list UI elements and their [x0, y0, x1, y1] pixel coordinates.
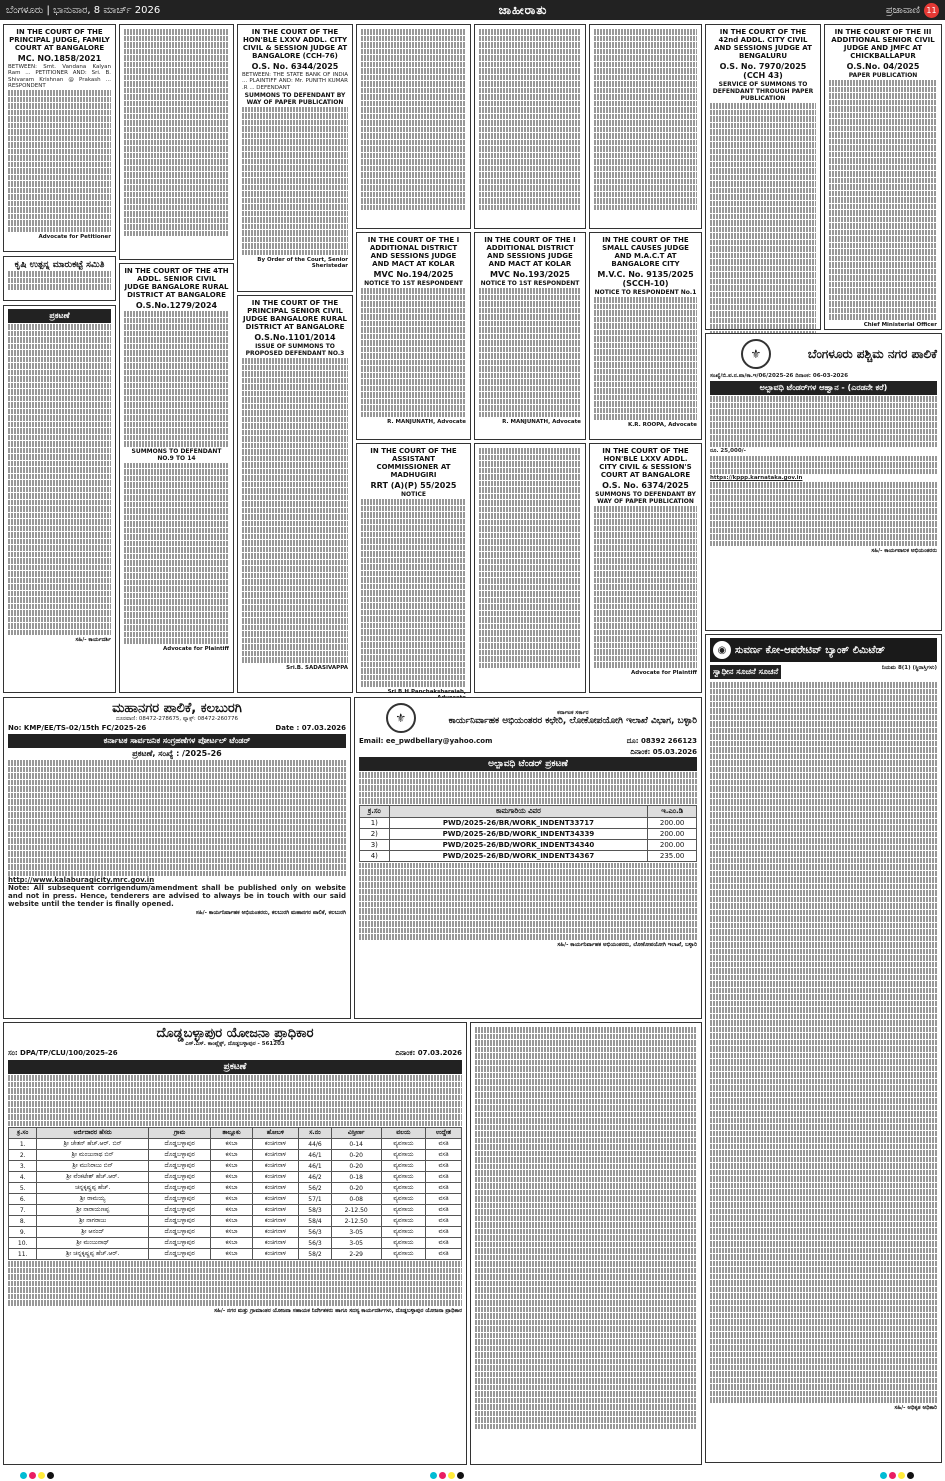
table-row: 6. ಶ್ರೀ ರಾಮಯ್ಯ ದೊಡ್ಡಬಳ್ಳಾಪುರ ಕಸಬಾ ಕಂಚಿಗನಾಳ 57/1 0-08 ವ್ಯವಸಾಯ ವಸತಿ: [9, 1194, 462, 1205]
page-number-badge: 11: [924, 3, 939, 18]
karnataka-emblem-icon: ⚜: [386, 703, 416, 733]
sbi-os6344-notice: IN THE COURT OF THE HON'BLE LXXV ADDL. CITY CIVIL & SESSION JUDGE AT BANGALORE (CCH-76) O.S. No. 6344/2025 BETWEEN: THE STATE BANK OF INDIA ... PLAINTIFF AND: Mr. PUNITH KUMAR .R ... DEFENDANT SUMMONS TO DEFENDANT BY WAY OF PAPER PUBLICATION By Order of the Court, Senior Sheristedar: [237, 24, 353, 292]
table-row: 4) PWD/2025-26/BD/WORK_INDENT34367 235.00: [360, 850, 697, 861]
madhugiri-ac-notice: IN THE COURT OF THE ASSISTANT COMMISSIONER AT MADHUGIRI RRT (A)(P) 55/2025 NOTICE Sri B.H.Panchaksharaiah,: [356, 443, 471, 693]
principal-senior-civil-notice: IN THE COURT OF THE PRINCIPAL SENIOR CIVIL JUDGE BANGALORE RURAL DISTRICT AT BANGALORE O.S.No.1101/2014 ISSUE OF SUMMONS TO PROPOSED DEFENDANT NO.3 Sri.B. SADASIVAPPA: [237, 295, 353, 693]
header-masthead: ಪ್ರಜಾವಾಣಿ 11: [886, 3, 939, 18]
header-date: ಬೆಂಗಳೂರು | ಭಾನುವಾರ, 8 ಮಾರ್ಚ್ 2026: [6, 4, 161, 16]
sbi-os6374-notice: IN THE COURT OF THE HON'BLE LXXV ADDL. CITY CIVIL & SESSION'S COURT AT BANGALORE O.S. No. 6374/2025 SUMMONS TO DEFENDANT BY WAY OF PAPER PUBLICATION Advocate for Plaintiff: [589, 443, 702, 693]
pwd-ballari-tender-notice: ⚜ ಕರ್ನಾಟಕ ಸರ್ಕಾರ ಕಾರ್ಯನಿರ್ವಾಹಕ ಅಭಿಯಂತರರ ಕಛೇರಿ, ಲೋಕೋಪಯೋಗಿ ಇಲಾಖೆ ವಿಭಾಗ, ಬಳ್ಳಾರಿ Email: ee_pwdbellary@yahoo.com ದೂ: 08392 266123 ದಿನಾಂಕ: 05.03.2026 ಅಲ್ಪಾವಧಿ ಟೆಂಡರ್ ಪ್ರಕಟಣೆ ಕ್ರ.ಸಂ ಕಾಮಗಾರಿಯ ವಿವರ ಇ.ಎಂ.ಡಿ 1) PWD/2025-26/BR/WORK_INDENT33717 200.00 2) PWD/2025-26/BD/WORK_INDENT34339 200.00 3) PWD/2025-26/BD/WORK_INDENT34340 200.00 4) PWD/2025-26/BD/WORK_INDENT34367 235.00 ಸಹಿ/- ಕಾರ್ಯನಿರ್ವಾಹಕ ಅಭಿಯಂತರರು, ಲೋಕೋಪಯೋಗಿ ಇಲಾಖೆ, ಬಳ್ಳಾರಿ: [354, 697, 702, 1019]
government-emblem-icon: ⚜: [741, 339, 771, 369]
kalaburagi-tender-notice: ಮಹಾನಗರ ಪಾಲಿಕೆ, ಕಲಬುರಗಿ ದೂರವಾಣಿ: 08472-278675, ಫ್ಯಾಕ್ಸ್: 08472-260776 No: KMP/EE/TS-02/15th FC/2025-26 Date : 07.03.2026 ಕರ್ನಾಟಕ ಸಾರ್ವಜನಿಕ ಸಂಗ್ರಹಣೆಗಳ ಪೋರ್ಟಲ್ ಟೆಂಡರ್ ಪ್ರಕಟಣೆ, ಸಂಖ್ಯೆ : /2025-26 http://www.kalaburagicity.mrc.gov.in Note: All subsequent corrigendum/amendment shall be published only on website and not in press. Hence, tenderers are advised to always be in touch with our said website until the tender is finally opened. ಸಹಿ/- ಕಾರ್ಯನಿರ್ವಾಹಕ ಅಭಿಯಂತರರು, ಕಲಬುರಗಿ ಮಹಾನಗರ ಪಾಲಿಕೆ, ಕಲಬುರಗಿ: [3, 697, 351, 1019]
registration-marks-center: [430, 1472, 464, 1479]
kannada-court-notice: [119, 24, 234, 260]
suvarna-bank-possession-notice: ◉ ಸುವರ್ಣ ಕೋ-ಆಪರೇಟಿವ್ ಬ್ಯಾಂಕ್ ಲಿಮಿಟೆಡ್ ಸ್ವಾಧೀನ ಸೂಚನೆ ಸೂಚನೆ ನಿಯಮ 8(1) (ಸ್ಥಿರಾಸ್ತಿಗಳು) ಸಹಿ/- ಅಧಿಕೃತ ಅಧಿಕಾರಿ: [705, 634, 942, 1463]
table-row: 1. ಶ್ರೀ ಚೇತನ್ ಹೆಚ್.ಆರ್. ಬಿನ್ ದೊಡ್ಡಬಳ್ಳಾಪುರ ಕಸಬಾ ಕಂಚಿಗನಾಳ 44/6 0-14 ವ್ಯವಸಾಯ ವಸತಿ: [9, 1139, 462, 1150]
table-row: 3) PWD/2025-26/BD/WORK_INDENT34340 200.00: [360, 839, 697, 850]
page-header: [0, 0, 945, 20]
table-row: 2. ಶ್ರೀ ಮಂಜುನಾಥ ಬಿನ್ ದೊಡ್ಡಬಳ್ಳಾಪುರ ಕಸಬಾ ಕಂಚಿಗನಾಳ 46/1 0-20 ವ್ಯವಸಾಯ ವಸತಿ: [9, 1150, 462, 1161]
kannada-notice-a: [356, 24, 471, 229]
kannada-notice-c: [589, 24, 702, 229]
pwd-tender-table: ಕ್ರ.ಸಂ ಕಾಮಗಾರಿಯ ವಿವರ ಇ.ಎಂ.ಡಿ 1) PWD/2025-26/BR/WORK_INDENT33717 200.00 2) PWD/2025-26/BD/WORK_INDENT34339 200.00 3) PWD/2025-26/BD/WORK_INDENT34340 200.00 4) PWD/2025-26/BD/WORK_INDENT34367 235.00: [359, 805, 697, 862]
bbmp-tender-notice: ⚜ ಬೆಂಗಳೂರು ಪಶ್ಚಿಮ ನಗರ ಪಾಲಿಕೆ ಸಂಖ್ಯೆ/ಬಿ.ಪ.ನ.ಪಾ/ಕಾ.ಇ/06/2025-26 ದಿನಾಂಕ: 06-03-2026 ಅಲ್ಪಾವಧಿ ಟೆಂಡರ್‌ಗಳ ಆಹ್ವಾನ - (ಎರಡನೇ ಕರೆ) ರೂ. 25,000/- https://kppp.karnataka.gov.in ಸಹಿ/- ಕಾರ್ಯಪಾಲಕ ಅಭಿಯಂತರರು: [705, 333, 942, 631]
table-row: 7. ಶ್ರೀ ನಾರಾಯಣಪ್ಪ ದೊಡ್ಡಬಳ್ಳಾಪುರ ಕಸಬಾ ಕಂಚಿಗನಾಳ 58/3 2-12.50 ವ್ಯವಸಾಯ ವಸತಿ: [9, 1205, 462, 1216]
family-court-notice: IN THE COURT OF THE PRINCIPAL JUDGE, FAMILY COURT AT BANGALORE MC. NO.1858/2021 BETWEEN: Smt. Vandana Kalyan Ram ... PETITIONER AND: Sri. B. Shivaram Krishnan @ Prakash ... RESPONDENT Advocate for Petitioner: [3, 24, 116, 252]
table-row: 4. ಶ್ರೀ ವೆಂಕಟೇಶ್ ಹೆಚ್.ಆರ್. ದೊಡ್ಡಬಳ್ಳಾಪುರ ಕಸಬಾ ಕಂಚಿಗನಾಳ 46/2 0-18 ವ್ಯವಸಾಯ ವಸತಿ: [9, 1172, 462, 1183]
kannada-notice-d: [474, 443, 586, 693]
table-row: 3. ಶ್ರೀ ಮುನಿರಾಜು ಬಿನ್ ದೊಡ್ಡಬಳ್ಳಾಪುರ ಕಸಬಾ ಕಂಚಿಗನಾಳ 46/1 0-20 ವ್ಯವಸಾಯ ವಸತಿ: [9, 1161, 462, 1172]
kannada-dense-notice: [470, 1022, 702, 1465]
bank-logo-icon: ◉: [713, 641, 731, 659]
land-use-table: ಕ್ರ.ಸಂ ಅರ್ಜಿದಾರರ ಹೆಸರು ಗ್ರಾಮ ತಾಲ್ಲೂಕು ಹೋಬಳಿ ಸ.ನಂ ವಿಸ್ತೀರ್ಣ ವಲಯ ಉದ್ದೇಶ 1. ಶ್ರೀ ಚೇತನ್ ಹೆಚ್.ಆರ್. ಬಿನ್ ದೊಡ್ಡಬಳ್ಳಾಪುರ ಕಸಬಾ ಕಂಚಿಗನಾಳ 44/6 0-14 ವ್ಯವಸಾಯ ವಸತಿ 2. ಶ್ರೀ ಮಂಜುನಾಥ ಬಿನ್ ದೊಡ್ಡಬಳ್ಳಾಪುರ ಕಸಬಾ ಕಂಚಿಗನಾಳ 46/1 0-20 ವ್ಯವಸಾಯ ವಸತಿ 3. ಶ್ರೀ ಮುನಿರಾಜು ಬಿನ್ ದೊಡ್ಡಬಳ್ಳಾಪುರ ಕಸಬಾ ಕಂಚಿಗನಾಳ 46/1 0-20 ವ್ಯವಸಾಯ ವಸತಿ 4. ಶ್ರೀ ವೆಂಕಟೇಶ್ ಹೆಚ್.ಆರ್. ದೊಡ್ಡಬಳ್ಳಾಪುರ ಕಸಬಾ ಕಂಚಿಗನಾಳ 46/2 0-18 ವ್ಯವಸಾಯ ವಸತಿ 5. ಚನ್ನಕೃಷ್ಣಪ್ಪ ಹೆಚ್. ದೊಡ್ಡಬಳ್ಳಾಪುರ ಕಸಬಾ ಕಂಚಿಗನಾಳ 56/2 0-20 ವ್ಯವಸಾಯ ವಸತಿ 6. ಶ್ರೀ ರಾಮಯ್ಯ ದೊಡ್ಡಬಳ್ಳಾಪುರ ಕಸಬಾ ಕಂಚಿಗನಾಳ 57/1 0-08 ವ್ಯವಸಾಯ ವಸತಿ 7. ಶ್ರೀ ನಾರಾಯಣಪ್ಪ ದೊಡ್ಡಬಳ್ಳಾಪುರ ಕಸಬಾ ಕಂಚಿಗನಾಳ 58/3 2-12.50 ವ್ಯವಸಾಯ ವಸತಿ 8. ಶ್ರೀ ನಾಗರಾಜು ದೊಡ್ಡಬಳ್ಳಾಪುರ ಕಸಬಾ ಕಂಚಿಗನಾಳ 58/4 2-12.50 ವ್ಯವಸಾಯ ವಸತಿ 9. ಶ್ರೀ ಆನಂದ್ ದೊಡ್ಡಬಳ್ಳಾಪುರ ಕಸಬಾ ಕಂಚಿಗನಾಳ 56/3 3-05 ವ್ಯವಸಾಯ ವಸತಿ 10. ಶ್ರೀ ಮಂಜುನಾಥ್ ದೊಡ್ಡಬಳ್ಳಾಪುರ ಕಸಬಾ ಕಂಚಿಗನಾಳ 56/3 3-05 ವ್ಯವಸಾಯ ವಸತಿ 11. ಶ್ರೀ ಚನ್ನಕೃಷ್ಣಪ್ಪ ಹೆಚ್.ಆರ್. ದೊಡ್ಡಬಳ್ಳಾಪುರ ಕಸಬಾ ಕಂಚಿಗನಾಳ 58/2 2-29 ವ್ಯವಸಾಯ ವಸತಿ: [8, 1127, 462, 1260]
case-number: MC. NO.1858/2021: [17, 54, 102, 63]
civil-court-os7970: IN THE COURT OF THE 42nd ADDL. CITY CIVIL AND SESSIONS JUDGE AT BENGALURU O.S. No. 7970/2025 (CCH 43) SERVICE OF SUMMONS TO DEFENDANT THROUGH PAPER PUBLICATION: [705, 24, 821, 330]
table-row: 5. ಚನ್ನಕೃಷ್ಣಪ್ಪ ಹೆಚ್. ದೊಡ್ಡಬಳ್ಳಾಪುರ ಕಸಬಾ ಕಂಚಿಗನಾಳ 56/2 0-20 ವ್ಯವಸಾಯ ವಸತಿ: [9, 1183, 462, 1194]
table-row: 8. ಶ್ರೀ ನಾಗರಾಜು ದೊಡ್ಡಬಳ್ಳಾಪುರ ಕಸಬಾ ಕಂಚಿಗನಾಳ 58/4 2-12.50 ವ್ಯವಸಾಯ ವಸತಿ: [9, 1216, 462, 1227]
mact-kolar-193: IN THE COURT OF THE I ADDITIONAL DISTRICT AND SESSIONS JUDGE AND MACT AT KOLAR MVC No.193/2025 NOTICE TO 1ST RESPONDENT R. MANJUNATH, Advocate: [474, 232, 586, 440]
notice-date: Date : 07.03.2026: [275, 724, 346, 733]
kalaburagi-website-link[interactable]: http://www.kalaburagicity.mrc.gov.in: [8, 876, 155, 885]
table-row: 1) PWD/2025-26/BR/WORK_INDENT33717 200.00: [360, 817, 697, 828]
chickballapur-court-notice: IN THE COURT OF THE III ADDITIONAL SENIOR CIVIL JUDGE AND JMFC AT CHICKBALLAPUR O.S.No. 04/2025 PAPER PUBLICATION Chief Ministerial Officer: [824, 24, 942, 330]
rural-court-notice-1279: IN THE COURT OF THE 4TH ADDL. SENIOR CIVIL JUDGE BANGALORE RURAL DISTRICT AT BANGALORE O.S.No.1279/2024 SUMMONS TO DEFENDANT NO.9 TO 14 Advocate for Plaintiff: [119, 263, 234, 693]
apmc-notice: ಕೃಷಿ ಉತ್ಪನ್ನ ಮಾರುಕಟ್ಟೆ ಸಮಿತಿ: [3, 256, 116, 301]
table-row: 10. ಶ್ರೀ ಮಂಜುನಾಥ್ ದೊಡ್ಡಬಳ್ಳಾಪುರ ಕಸಬಾ ಕಂಚಿಗನಾಳ 56/3 3-05 ವ್ಯವಸಾಯ ವಸತಿ: [9, 1238, 462, 1249]
doddaballapur-planning-notice: ದೊಡ್ಡಬಳ್ಳಾಪುರ ಯೋಜನಾ ಪ್ರಾಧಿಕಾರ ಎಸ್.ಎಸ್. ಕಾಂಪ್ಲೆಕ್ಸ್, ದೊಡ್ಡಬಳ್ಳಾಪುರ - 561203 ಸಂ: DPA/TP/CLU/100/2025-26 ದಿನಾಂಕ: 07.03.2026 ಪ್ರಕಟಣೆ ಕ್ರ.ಸಂ ಅರ್ಜಿದಾರರ ಹೆಸರು ಗ್ರಾಮ ತಾಲ್ಲೂಕು ಹೋಬಳಿ ಸ.ನಂ ವಿಸ್ತೀರ್ಣ ವಲಯ ಉದ್ದೇಶ 1. ಶ್ರೀ ಚೇತನ್ ಹೆಚ್.ಆರ್. ಬಿನ್ ದೊಡ್ಡಬಳ್ಳಾಪುರ ಕಸಬಾ ಕಂಚಿಗನಾಳ 44/6 0-14 ವ್ಯವಸಾಯ ವಸತಿ 2. ಶ್ರೀ ಮಂಜುನಾಥ ಬಿನ್ ದೊಡ್ಡಬಳ್ಳಾಪುರ ಕಸಬಾ ಕಂಚಿಗನಾಳ 46/1 0-20 ವ್ಯವಸಾಯ ವಸತಿ 3. ಶ್ರೀ ಮುನಿರಾಜು ಬಿನ್ ದೊಡ್ಡಬಳ್ಳಾಪುರ ಕಸಬಾ ಕಂಚಿಗನಾಳ 46/1 0-20 ವ್ಯವಸಾಯ ವಸತಿ 4. ಶ್ರೀ ವೆಂಕಟೇಶ್ ಹೆಚ್.ಆರ್. ದೊಡ್ಡಬಳ್ಳಾಪುರ ಕಸಬಾ ಕಂಚಿಗನಾಳ 46/2 0-18 ವ್ಯವಸಾಯ ವಸತಿ 5. ಚನ್ನಕೃಷ್ಣಪ್ಪ ಹೆಚ್. ದೊಡ್ಡಬಳ್ಳಾಪುರ ಕಸಬಾ ಕಂಚಿಗನಾಳ 56/2 0-20 ವ್ಯವಸಾಯ ವಸತಿ 6. ಶ್ರೀ ರಾಮಯ್ಯ ದೊಡ್ಡಬಳ್ಳಾಪುರ ಕಸಬಾ ಕಂಚಿಗನಾಳ 57/1 0-08 ವ್ಯವಸಾಯ ವಸತಿ 7. ಶ್ರೀ ನಾರಾಯಣಪ್ಪ ದೊಡ್ಡಬಳ್ಳಾಪುರ ಕಸಬಾ ಕಂಚಿಗನಾಳ 58/3 2-12.50 ವ್ಯವಸಾಯ ವಸತಿ 8. ಶ್ರೀ ನಾಗರಾಜು ದೊಡ್ಡಬಳ್ಳಾಪುರ ಕಸಬಾ ಕಂಚಿಗನಾಳ 58/4 2-12.50 ವ್ಯವಸಾಯ ವಸತಿ 9. ಶ್ರೀ ಆನಂದ್ ದೊಡ್ಡಬಳ್ಳಾಪುರ ಕಸಬಾ ಕಂಚಿಗನಾಳ 56/3 3-05 ವ್ಯವಸಾಯ ವಸತಿ 10. ಶ್ರೀ ಮಂಜುನಾಥ್ ದೊಡ್ಡಬಳ್ಳಾಪುರ ಕಸಬಾ ಕಂಚಿಗನಾಳ 56/3 3-05 ವ್ಯವಸಾಯ ವಸತಿ 11. ಶ್ರೀ ಚನ್ನಕೃಷ್ಣಪ್ಪ ಹೆಚ್.ಆರ್. ದೊಡ್ಡಬಳ್ಳಾಪುರ ಕಸಬಾ ಕಂಚಿಗನಾಳ 58/2 2-29 ವ್ಯವಸಾಯ ವಸತಿ ಸಹಿ/- ನಗರ ಮತ್ತು ಗ್ರಾಮಾಂತರ ಯೋಜನಾ ಸಹಾಯಕ ನಿರ್ದೇಶಕರು ಹಾಗೂ ಸದಸ್ಯ ಕಾರ್ಯದರ್ಶಿಗಳು, ದೊಡ್ಡಬಳ್ಳಾಪುರ ಯೋಜನಾ ಪ್ರಾಧಿಕಾರ: [3, 1022, 467, 1465]
registration-marks-left: [20, 1472, 54, 1479]
kppp-link[interactable]: https://kppp.karnataka.gov.in: [710, 475, 803, 482]
mact-kolar-194: IN THE COURT OF THE I ADDITIONAL DISTRICT AND SESSIONS JUDGE AND MACT AT KOLAR MVC No.194/2025 NOTICE TO 1ST RESPONDENT R. MANJUNATH, Advocate: [356, 232, 471, 440]
kannada-prakatane-notice: ಪ್ರಕಟಣೆ ಸಹಿ/- ಕಾರ್ಯದರ್ಶಿ: [3, 305, 116, 693]
table-row: 11. ಶ್ರೀ ಚನ್ನಕೃಷ್ಣಪ್ಪ ಹೆಚ್.ಆರ್. ದೊಡ್ಡಬಳ್ಳಾಪುರ ಕಸಬಾ ಕಂಚಿಗನಾಳ 58/2 2-29 ವ್ಯವಸಾಯ ವಸತಿ: [9, 1249, 462, 1260]
header-section: ಜಾಹೀರಾತು: [498, 2, 548, 17]
table-row: 9. ಶ್ರೀ ಆನಂದ್ ದೊಡ್ಡಬಳ್ಳಾಪುರ ಕಸಬಾ ಕಂಚಿಗನಾಳ 56/3 3-05 ವ್ಯವಸಾಯ ವಸತಿ: [9, 1227, 462, 1238]
small-causes-mvc-notice: IN THE COURT OF THE SMALL CAUSES JUDGE AND M.A.C.T AT BANGALORE CITY M.V.C. No. 9135/2025 (SCCH-10) NOTICE TO RESPONDENT No.1 K.R. ROOPA, Advocate: [589, 232, 702, 440]
table-row: 2) PWD/2025-26/BD/WORK_INDENT34339 200.00: [360, 828, 697, 839]
registration-marks-right: [880, 1472, 914, 1479]
kannada-notice-b: [474, 24, 586, 229]
reference-number: No: KMP/EE/TS-02/15th FC/2025-26: [8, 724, 147, 733]
